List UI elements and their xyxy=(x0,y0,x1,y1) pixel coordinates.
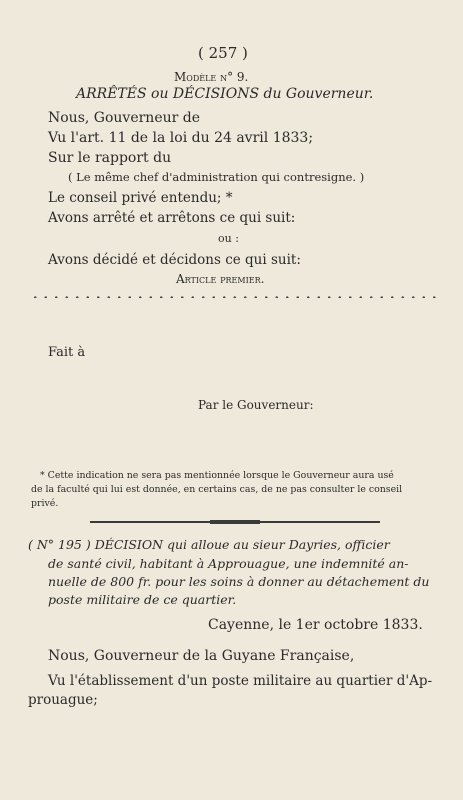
footnote-line-2: de la faculté qui lui est donnée, en certains cas, de ne pas consulter le conseil xyxy=(31,484,403,495)
dotted-separator xyxy=(30,296,437,298)
line-chef: ( Le même chef d'administration qui contresigne. ) xyxy=(68,170,365,184)
line-ou: ou : xyxy=(218,232,239,245)
model-label: Modèle n° 9. xyxy=(174,70,249,84)
section-rule xyxy=(90,521,380,523)
fait-a: Fait à xyxy=(48,345,86,360)
decision-date: Cayenne, le 1er octobre 1833. xyxy=(208,617,423,633)
decision-nous: Nous, Gouverneur de la Guyane Française, xyxy=(48,648,355,664)
footnote-line-1: * Cette indication ne sera pas mentionnée lorsque le Gouverneur aura usé xyxy=(40,470,394,481)
heading: ARRÊTÉS ou DÉCISIONS du Gouverneur. xyxy=(76,86,374,102)
decision-vu-line-2: prouague; xyxy=(28,692,98,708)
decision-line-4: poste militaire de ce quartier. xyxy=(48,592,237,607)
line-avons-arrete: Avons arrêté et arrêtons ce qui suit: xyxy=(48,210,296,226)
line-rapport: Sur le rapport du xyxy=(48,150,172,166)
line-avons-decide: Avons décidé et décidons ce qui suit: xyxy=(48,252,301,268)
page-number: ( 257 ) xyxy=(198,44,248,62)
decision-line-3: nuelle de 800 fr. pour les soins à donner au détachement du xyxy=(48,574,430,589)
line-nous: Nous, Gouverneur de xyxy=(48,110,201,126)
decision-line-2: de santé civil, habitant à Approuague, une indemnité an- xyxy=(48,556,409,571)
decision-line-1: ( N° 195 ) DÉCISION qui alloue au sieur Dayries, officier xyxy=(28,537,390,552)
line-conseil: Le conseil privé entendu; * xyxy=(48,190,233,206)
article-heading: Article premier. xyxy=(176,272,265,286)
par-le-gouverneur: Par le Gouverneur: xyxy=(198,398,314,412)
decision-vu-line-1: Vu l'établissement d'un poste militaire au quartier d'Ap- xyxy=(48,673,433,689)
line-vu-art: Vu l'art. 11 de la loi du 24 avril 1833; xyxy=(48,130,314,146)
footnote-line-3: privé. xyxy=(31,498,59,509)
